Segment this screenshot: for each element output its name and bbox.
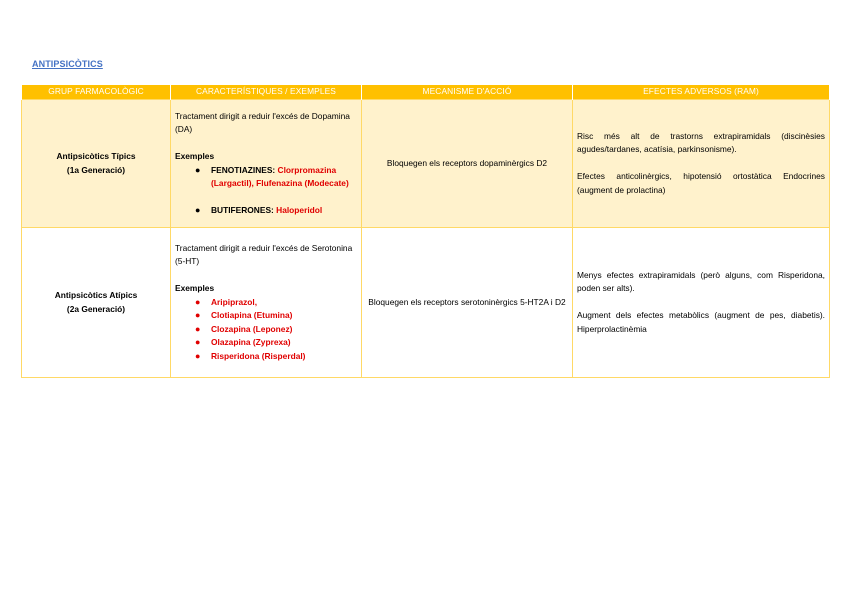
header-mechanism: MECANISME D'ACCIÓ (362, 85, 573, 100)
table-row-atypical (22, 228, 830, 378)
list-item (195, 336, 357, 350)
group-generation: (2a Generació) (66, 303, 126, 314)
bullet-icon: ● (195, 337, 201, 348)
bullet-icon: ● (195, 350, 201, 361)
adverse-paragraph: Menys efectes extrapiramidals (però alguns, com Risperidona, poden ser alts). (577, 269, 825, 294)
drug-names: Haloperidol (276, 205, 323, 215)
list-item (195, 204, 357, 218)
bullet-icon: ● (195, 205, 201, 215)
drug-names: Clorpromazina (Largactil), Flufenazina (Modecate) (211, 164, 349, 188)
mechanism-cell: Bloquegen els receptors dopaminèrgics D2 (362, 100, 573, 228)
examples-heading: Exemples (175, 151, 215, 161)
group-name: Antipsicòtics Atípics (54, 290, 138, 300)
bullet-icon: ● (195, 296, 201, 307)
header-adverse-effects: EFECTES ADVERSOS (RAM) (573, 85, 830, 100)
drug-name: Clotiapina (Etumina) (211, 310, 293, 321)
bullet-icon: ● (195, 323, 201, 334)
page-title: ANTIPSICÒTICS (32, 59, 103, 69)
drug-family-name: FENOTIAZINES: (211, 164, 276, 175)
antipsychotics-table (21, 85, 830, 378)
list-item (195, 296, 357, 310)
treatment-description: Tractament dirigit a reduir l'excés de Dopamina (DA) (175, 110, 350, 134)
adverse-effects-cell (573, 228, 830, 378)
drug-name: Aripiprazol, (211, 296, 258, 307)
adverse-paragraph: Efectes anticolinèrgics, hipotensió ortostàtica Endocrines (augment de prolactina) (577, 171, 825, 195)
header-group: GRUP FARMACOLÒGIC (22, 85, 171, 100)
drug-family-name: BUTIFERONES: (211, 205, 274, 215)
characteristics-cell (171, 100, 362, 228)
header-characteristics: CARACTERÍSTIQUES / EXEMPLES (171, 85, 362, 100)
group-name: Antipsicòtics Típics (56, 151, 136, 161)
bullet-icon: ● (195, 164, 201, 175)
table-header-row (22, 85, 830, 100)
characteristics-cell (171, 228, 362, 378)
list-item (195, 309, 357, 323)
adverse-paragraph: Risc més alt de trastorns extrapiramidals (discinèsies agudes/tardanes, acatísia, parkinsonisme). (577, 130, 825, 155)
group-cell (22, 228, 171, 378)
table-row-typical (22, 100, 830, 228)
drug-name: Clozapina (Leponez) (211, 323, 293, 334)
bullet-icon: ● (195, 310, 201, 321)
drug-family-list (175, 164, 357, 218)
list-item (195, 323, 357, 337)
mechanism-cell: Bloquegen els receptors serotoninèrgics 5-HT2A i D2 (362, 228, 573, 378)
list-item (195, 350, 357, 364)
examples-heading: Exemples (175, 283, 215, 294)
drug-name: Olazapina (Zyprexa) (211, 337, 291, 348)
group-cell (22, 100, 171, 228)
group-generation: (1a Generació) (66, 164, 126, 175)
adverse-paragraph: Augment dels efectes metabòlics (augment de pes, diabetis). Hiperprolactinèmia (577, 310, 825, 334)
treatment-description: Tractament dirigit a reduir l'excés de Serotonina (5-HT) (175, 242, 353, 267)
drug-name: Risperidona (Risperdal) (211, 350, 306, 361)
adverse-effects-cell (573, 100, 830, 228)
drug-list (175, 296, 357, 364)
list-item (195, 164, 357, 191)
